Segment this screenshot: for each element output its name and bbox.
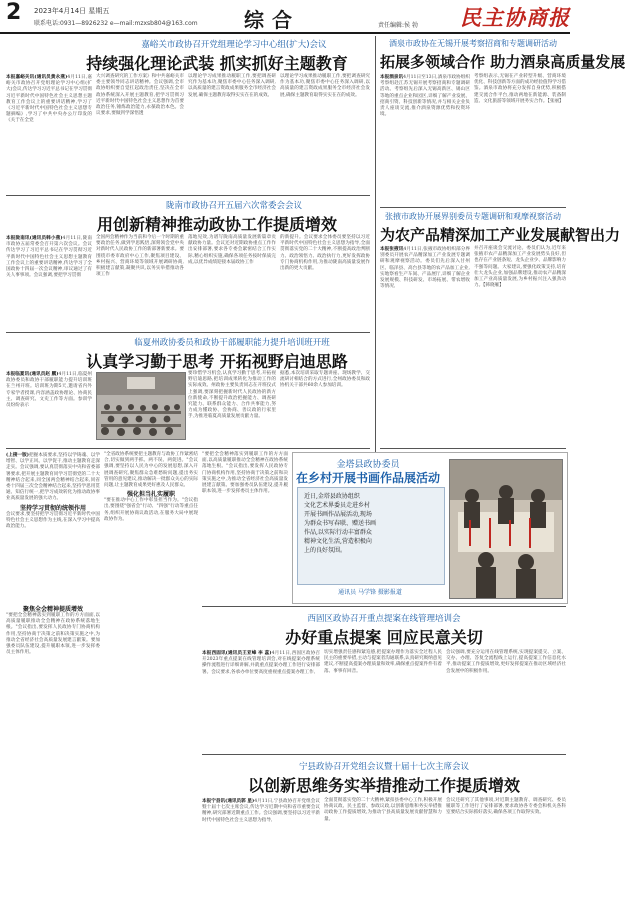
jiayuguan-kicker: 嘉峪关市政协召开党组理论学习中心组(扩大)会议 [141,40,327,50]
ningxian-text-1: 4月11日,宁县政协召开党组会议暨十届十七次主席会议,传达学习近期中央和省市重要会议精神,研究部署近期重点工作。会议强调,要坚持以习近平新时代中国特色社会主义思想为指导, [202,799,320,823]
ningxian-kicker: 宁县政协召开党组会议暨十届十七次主席会议 [298,762,469,772]
jiuquan-kicker: 酒泉市政协在无锡开展考察招商和专题调研活动 [389,39,557,48]
masthead-rule [0,32,570,34]
jiuquan-title: 拓展多领域合作 助力酒泉高质量发展 [380,53,625,71]
continued-text-1: 把握本质要求,坚持以学铸魂、以学增智、以学正风、以学促干,推动主题教育走深走实。会议强调,要认真贯彻落实中央和省委部署要求,把开展主题教育同学习贯彻党的二十大精神结合起来,同全国两会精神结合起来,同省委十四届三次全会精神结合起来,坚持学思用贯通、知信行统一,把学习成效转化为推动政协事业高质量发展的强大动力。 [6,453,100,502]
zhangye-title: 为农产品精深加工产业发展献智出力 [380,226,621,244]
continued-text-3: "全省政协系统要把主题教育与政协工作紧密结合,切实做到两手抓、两不误、两促进。"会议强调,要坚持以人民为中心的发展思想,深入开展调查研究,聚焦群众急难愁盼问题,提出务实管用的意见建议,推动解决一批群众关心的实际问题,让主题教育成果更好惠及人民群众。 [104,452,198,489]
jiayuguan-col4 [280,74,370,190]
jiuquan-col1 [380,74,470,202]
linxia-col3 [188,371,276,443]
jiayuguan-byline: 本报嘉峪关讯(通讯员黄永燕) [6,75,68,80]
longnan-kicker: 陇南市政协召开五届六次常委会会议 [165,201,302,211]
divider-continued [6,448,370,449]
ningxian-byline: 本报宁县讯(通讯员郭 星) [202,799,255,804]
continued-text-2: "要把全会精神落实到履职工作的方方面面,以高质量履职推动全会精神在政协系统落地生根。"会议指出,要发挥人民政协专门协商机构作用,坚持协商于决策之前和决策实施之中,为推动全省经济社会高质量发展建言献策。要加强委员队伍建设,提升履职本领,进一步发挥委员主体作用。 [6,613,100,656]
jiuquan-text-1: 4月11日至13日,酒泉市政协组织考察组赴江苏无锡开展考察招商和专题调研活动。考察组先后深入无锡高新区、锡山区等地的重点企业和园区,详细了解产业发展、招商引资、科技创新等情况,并与相关企业负责人座谈交流,推介酒泉资源优势和投资环境。 [380,75,470,118]
linxia-text-1: 4月11日,临夏州政协委员和政协干部履职能力提升培训班在兰州开班。培训班为期5天,邀请省内外专家学者授课,内容涵盖政协理论、协商民主、调查研究、文史工作等方面。参训学员纷纷表示 [6,372,93,409]
continued-text-3b: "要在推动中心工作中彰显担当作为。"会议指出,要围绕"强省会"行动、"四强"行动等重点任务,组织开展协商议政活动,在服务大局中展现政协作为。 [104,498,198,522]
divider-xigu [202,606,566,607]
longnan-col4: 的新提升。会议要求全体委员要坚持以习近平新时代中国特色社会主义思想为指导,全面贯彻落实党的二十大精神,不断提高政治判断力、政治领悟力、政治执行力,更好发挥政协专门协商机构作用,为推动陇南高质量发展作出新的更大贡献。 [280,235,370,272]
jiayuguan-col1 [6,74,92,190]
linxia-text-2: 要珍惜学习机会,认真学习勤于思考,开拓视野启迪思路,把培训成果转化为推动工作的实际成效。州政协主要负责同志在开班仪式上强调,要深刻把握新时代人民政协的新方位新使命, [188,371,276,401]
divider-linxia [6,332,370,333]
xigu-col3: 会议强调,要充分运用在线管理系统,实现提案提交、立案、交办、办理、答复全流程线上运行,提高提案工作信息化水平,推动提案工作提质增效,更好发挥提案在推动区域经济社会发展中的积极作用。 [446,650,566,674]
continued-col2 [104,452,198,894]
ningxian-col2: 全面贯彻落实党的二十大精神,紧扣县委中心工作,积极开展协商议政、民主监督、参政议政,以创新思维和务实举措推动政协工作提质增效,为推动宁县高质量发展贡献智慧和力量。 [324,798,442,822]
divider-zhangye [380,207,566,208]
linxia-col4: 据悉,本次培训采取专题讲座、现场教学、交流研讨相结合的方式进行,全州政协委员和政协机关干部共60余人参加培训。 [280,371,370,389]
editor-credit: 责任编辑:侯 勃 [378,22,418,29]
jiayuguan-col3: 以理论学习成果推动履职工作,要把调查研究作为基本功,聚焦市委中心任务深入调研,以高质量的建言资政成果服务全市经济社会发展,确保主题教育取得实实在在的成效。 [188,74,276,98]
jiuquan-col2: 考察组表示,无锡在产业转型升级、营商环境优化、科技创新等方面的成功经验值得学习借鉴。酒泉市政协将充分发挥自身优势,积极搭建交流合作平台,推动两地在新能源、装备制造、文化旅游等领域开展务实合作。【张丽】 [474,74,566,104]
jiuquan-byline: 本报酒泉讯 [380,75,404,80]
ningxian-col3: 会议还研究了其他事项,对近期主题教育、调查研究、委员履职等工作进行了安排部署,要求政协各专委会和机关各科室要结合实际抓好落实,确保各项工作取得实效。 [446,798,566,816]
longnan-byline: 本报陇南讯(通讯员韩小燕) [6,236,63,241]
divider-ningxian [202,754,566,755]
divider-banner [380,448,566,449]
xigu-title: 办好重点提案 回应民意关切 [285,628,483,647]
divider-longnan [6,195,370,196]
xigu-col1 [202,650,320,748]
continued-subhead-1: 坚持学习贯彻的统领作用 [19,504,86,512]
zhangye-kicker: 张掖市政协开展界别委员专题调研和观摩视察活动 [385,212,561,221]
jiayuguan-text-1: 4月11日,嘉峪关市政协召开党组理论学习中心组(扩大)会议,传达学习习近平总书记在学习贯彻习近平新时代中国特色社会主义思想主题教育工作会议上的重要讲话精神,学习了《习近平新时代中国特色社会主义思想专题摘编》,学习了中共中央办公厅印发的《关于在全党 [6,75,92,124]
continued-col3 [202,452,288,508]
zhangye-col1 [380,246,470,442]
banner-caption-box [297,487,445,585]
continued-col1-lower [6,604,100,894]
zhangye-byline: 本报张掖讯 [380,247,404,252]
newspaper-logo: 民主协商报 [460,5,570,30]
calligraphy-event-photo [449,459,563,599]
zhangye-col2: 并召开座谈会交流讨论。委员们认为,近年来张掖市农产品精深加工产业发展势头良好,但也存在产业链条短、龙头企业少、品牌影响力不强等问题。大家建议,要强化政策支持,培育壮大龙头企业,加强品牌建设,推动农产品精深加工产业高质量发展,为乡村振兴注入强劲动力。【韩晓雁】 [474,246,566,289]
longnan-col2: 全国两会精神作为当前和今后一个时期的重要政治任务,做到学思践悟,深刻领会党中央对新时代人民政协工作的新部署新要求。要围绕市委市政府中心工作,聚焦项目建设、乡村振兴、营商环境等领域开展调研协商,积极建言献策,凝聚共识,以务实举措推动各项工作 [96,235,184,278]
zhangye-text-1: 4月11日,张掖市政协组织部分界别委员开展农产品精深加工产业发展专题调研和观摩视察活动。委员们先后深入甘州区、临泽县、高台县等地的农产品加工企业,实地察看生产车间、产品展厅,详细了解企业发展规模、科技研发、市场拓展、带农增收等情况, [380,247,470,290]
linxia-col1 [6,371,92,443]
banner-caption-text: 近日,金塔县政协组织 文化艺术界委员走进乡村 开展书画作品展活动,现场 为群众书写春联、赠送书画 作品,以实际行动丰富群众 精神文化生活,营造积极向 上的良好氛围。 [304,493,377,554]
continued-subhead-3: 强化担当扎实履职 [126,491,175,499]
xigu-text-1: 4月11日,西固区政协召开2023年重点提案在线管理培训会,对在线提案办理系统操作流程进行详细讲解,并就重点提案办理工作进行安排部署。会议要求,各承办单位要高度重视重点提案办理工作, [202,651,320,675]
continued-header: (上接一版) [6,453,29,458]
issue-date: 2023年4月14日 星期五 [34,7,110,15]
banner-head: 金塔县政协委员 [336,460,400,470]
linxia-text-3: 不断提升政治把握能力、调查研究能力、联系群众能力、合作共事能力,努力成为懂政协、会协商、善议政的行家里手,为推进临夏高质量发展贡献力量。 [188,395,276,420]
ningxian-title: 以创新思维务实举措推动工作提质增效 [247,776,520,795]
xigu-kicker: 西固区政协召开重点提案在线管理培训会 [307,614,461,624]
ningxian-col1 [202,798,320,894]
jiayuguan-col2: 大兴调查研究的工作方案》和中共嘉峪关市委主要领导同志讲话精神。会议强调,全市政协组织要自觉扛起政治责任,坚决在全市政协系统深入开展主题教育,把学习贯彻习近平新时代中国特色社会主义思想作为首要政治任务,锤炼政治能力,永葆政治本色。会议要求,要做到学深悟透 [96,74,184,117]
section-title: 综合 [244,8,300,32]
contact-info: 联系电话:0931—8926232 e—mail:mzxsb804@163.com [34,20,198,27]
longnan-title: 用创新精神推动政协工作提质增效 [96,215,337,234]
linxia-title: 认真学习勤于思考 开拓视野启迪思路 [86,352,348,371]
longnan-text-1: 4月11日,陇南市政协五届常委会召开第六次会议。会议传达学习了习近平总书记在学习贯彻习近平新时代中国特色社会主义思想主题教育工作会议上的重要讲话精神,传达学习了全国政协十四届一次会议精神,审议通过了有关人事事项。会议强调,要把学习贯彻 [6,236,92,279]
jiayuguan-title: 持续强化理论武装 抓实抓好主题教育 [86,54,348,73]
xigu-byline: 本报西固讯(通讯员王亚峰 李 蕊) [202,651,272,656]
jiayuguan-text-4: 以理论学习成果推动履职工作,要把调查研究作为基本功,聚焦市委中心任务深入调研,以高质量的建言资政成果服务全市经济社会发展,确保主题教育取得实实在在的成效。 [280,74,370,98]
longnan-col3: 落地见效,为谱写陇南高质量发展新篇章贡献政协力量。会议还对近期政协重点工作作出安排部署,要求各专委会紧密结合工作实际,精心组织实施,确保各项任务按时保质完成,以优异成绩迎接本届政协工作 [188,235,276,265]
xigu-col2: 切实增强责任感和紧迫感,把提案办理作为落实全过程人民民主的重要举措,主动与提案者沟通联系,认真研究吸纳意见建议,不断提高提案办理质量和效率,确保重点提案件件有着落、事事有回音。 [324,650,442,674]
longnan-col1 [6,235,92,327]
continued-subhead-2: 聚焦全会精神提质增效 [22,606,83,613]
continued-text-col3: "要把全会精神落实到履职工作的方方面面,以高质量履职推动全会精神在政协系统落地生根。"会议指出,要发挥人民政协专门协商机构作用,坚持协商于决策之前和决策实施之中,为推动全省经济社会高质量发展建言献策。要加强委员队伍建设,提升履职本领,进一步发挥委员主体作用。 [202,452,288,495]
linxia-byline: 本报临夏讯(通讯员赵 鹏) [6,372,59,377]
banner-title: 在乡村开展书画作品展活动 [295,471,440,485]
calligraphy-photo-image [450,460,562,598]
page-number: 2 [6,0,22,25]
linxia-training-photo [96,372,186,440]
classroom-photo-image [97,373,185,439]
banner-credit: 通讯员 马学锋 摄影报道 [338,589,402,596]
linxia-kicker: 临夏州政协委员和政协干部履职能力提升培训班开班 [134,338,330,348]
continued-text-1b: 会议要求,要坚持把学习贯彻习近平新时代中国特色社会主义思想作为主线,在深入学习中提高政治能力。 [6,511,100,530]
jinta-photo-feature [292,452,568,604]
continued-col1 [6,452,100,602]
